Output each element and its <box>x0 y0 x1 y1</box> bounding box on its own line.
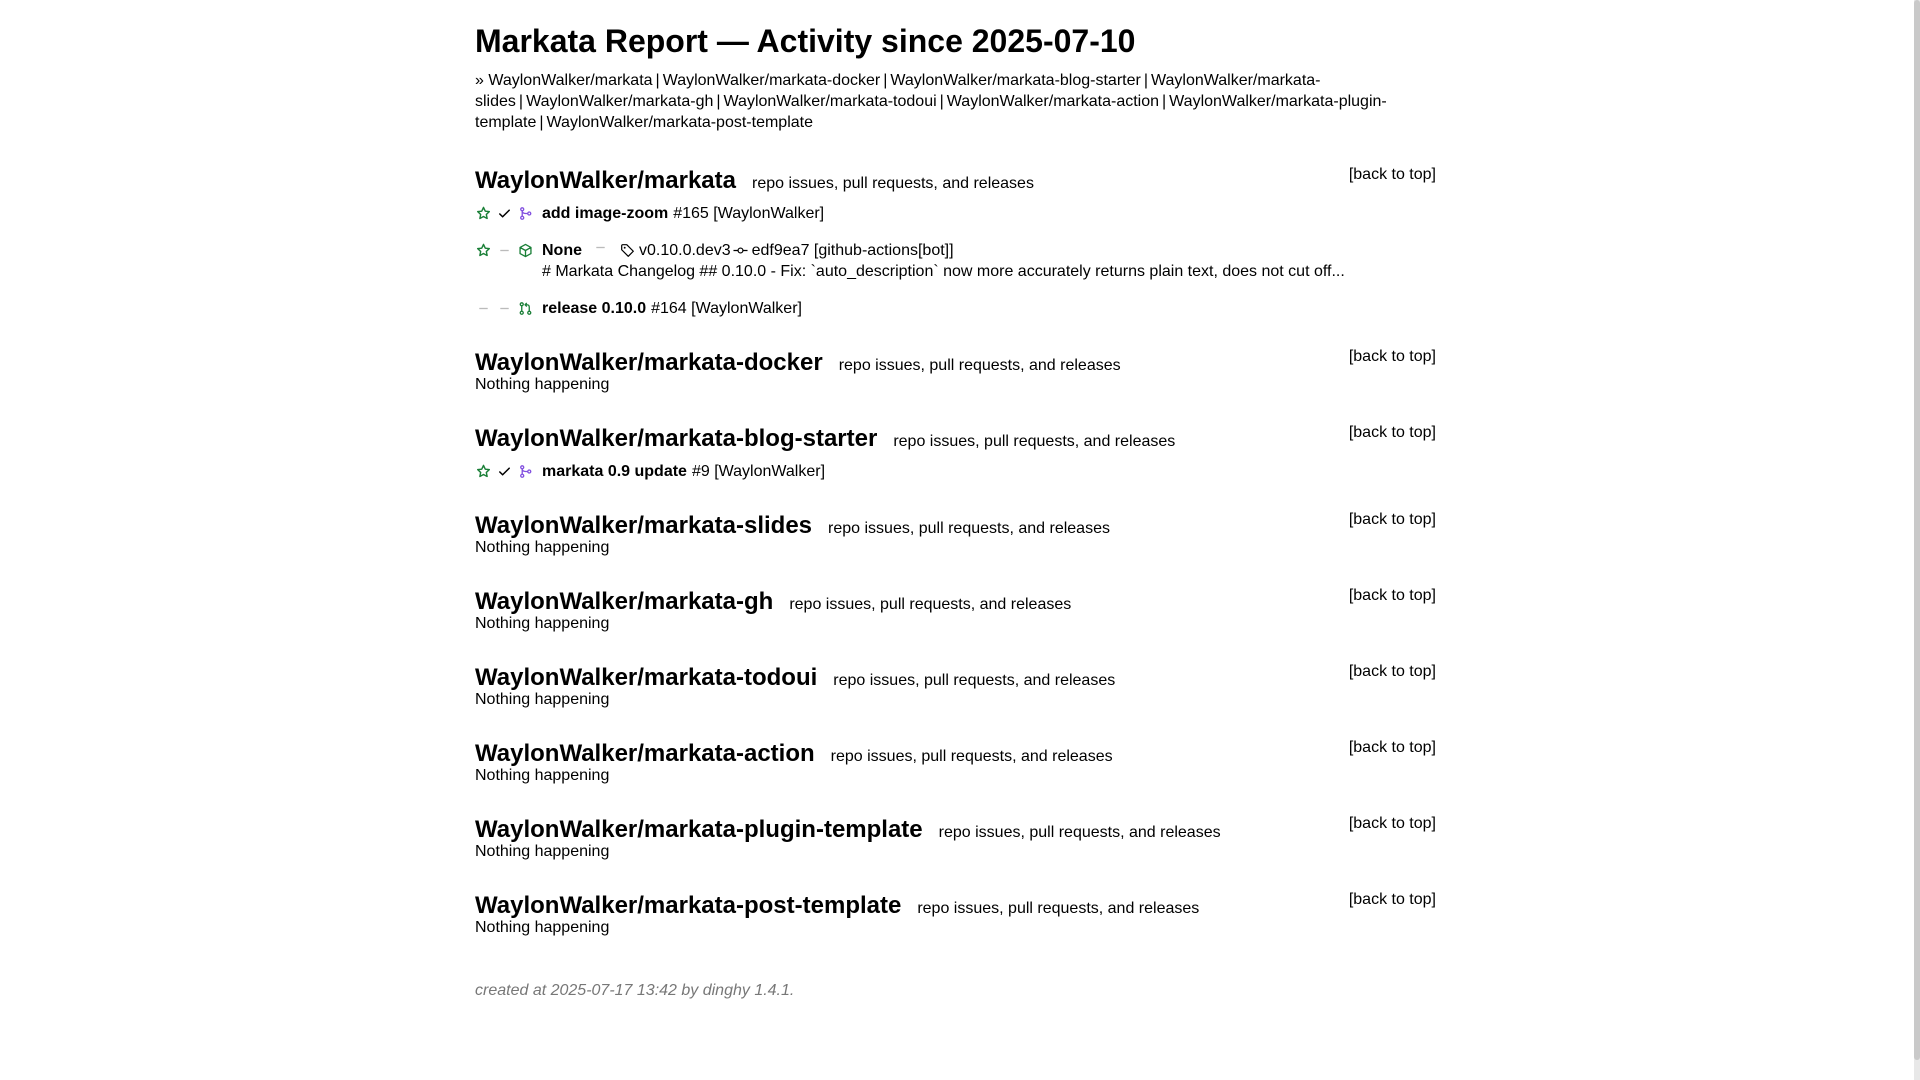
package-icon <box>517 240 534 261</box>
nav-separator: | <box>1143 72 1148 89</box>
repo-title[interactable]: WaylonWalker/markata-action <box>475 740 815 767</box>
nav-separator: | <box>655 72 660 89</box>
nav-link[interactable]: WaylonWalker/markata-plugin-template <box>475 93 1387 131</box>
dash-icon <box>496 298 513 319</box>
activity-line <box>542 461 825 482</box>
activity-item[interactable] <box>475 240 1436 282</box>
back-to-top-link[interactable]: [back to top] <box>1348 739 1436 756</box>
check-icon <box>496 461 513 482</box>
star-icon <box>475 240 492 261</box>
repo-section <box>475 421 1436 482</box>
activity-title[interactable]: None <box>542 242 582 259</box>
dash-icon <box>496 240 513 261</box>
activity-list <box>475 461 1436 482</box>
nav-prefix: » <box>475 72 489 89</box>
nav-link[interactable]: WaylonWalker/markata-docker <box>662 72 881 89</box>
repo-description: repo issues, pull requests, and releases <box>917 900 1200 917</box>
activity-item[interactable] <box>475 298 1436 319</box>
nav-link[interactable]: WaylonWalker/markata-action <box>946 93 1160 110</box>
commit-icon <box>733 243 748 258</box>
check-icon <box>496 203 513 224</box>
release-tag[interactable]: v0.10.0.dev3 <box>639 242 731 259</box>
repo-section <box>475 888 1436 938</box>
activity-meta: #9 [WaylonWalker] <box>691 463 826 480</box>
repo-description: repo issues, pull requests, and releases <box>833 672 1116 689</box>
activity-meta: #165 [WaylonWalker] <box>673 205 825 222</box>
activity-line <box>542 298 802 319</box>
back-to-top-link[interactable]: [back to top] <box>1348 424 1436 441</box>
nav-link[interactable]: WaylonWalker/markata-blog-starter <box>890 72 1141 89</box>
activity-line <box>542 240 1345 261</box>
repo-section <box>475 163 1436 319</box>
nothing-happening: Nothing happening <box>475 767 610 784</box>
back-to-top-link[interactable]: [back to top] <box>1348 587 1436 604</box>
back-to-top-link[interactable]: [back to top] <box>1348 663 1436 680</box>
report-page <box>475 18 1436 1000</box>
nothing-happening: Nothing happening <box>475 843 610 860</box>
scrollbar[interactable] <box>1914 0 1920 1080</box>
repo-description: repo issues, pull requests, and releases <box>938 824 1221 841</box>
back-to-top-link[interactable]: [back to top] <box>1348 891 1436 908</box>
star-icon <box>475 203 492 224</box>
activity-body <box>542 240 1345 282</box>
repo-section <box>475 584 1436 634</box>
nothing-happening: Nothing happening <box>475 691 610 708</box>
activity-line <box>542 203 824 224</box>
activity-title[interactable]: add image-zoom <box>542 205 669 222</box>
repo-description: repo issues, pull requests, and releases <box>752 175 1034 192</box>
nav-separator: | <box>539 114 544 131</box>
repo-title[interactable]: WaylonWalker/markata <box>475 167 736 194</box>
nothing-happening: Nothing happening <box>475 919 610 936</box>
page-title: Markata Report — Activity since 2025-07-10 <box>475 23 1136 59</box>
nothing-happening: Nothing happening <box>475 539 610 556</box>
back-to-top-link[interactable]: [back to top] <box>1348 348 1436 365</box>
nothing-happening: Nothing happening <box>475 615 610 632</box>
repo-title[interactable]: WaylonWalker/markata-gh <box>475 588 774 615</box>
repo-title[interactable]: WaylonWalker/markata-plugin-template <box>475 816 923 843</box>
nav-link[interactable]: WaylonWalker/markata-slides <box>475 72 1321 110</box>
repo-title[interactable]: WaylonWalker/markata-slides <box>475 512 813 539</box>
repo-sections <box>475 163 1436 938</box>
repo-title[interactable]: WaylonWalker/markata-blog-starter <box>475 425 878 452</box>
activity-item[interactable] <box>475 461 1436 482</box>
activity-body <box>542 203 824 224</box>
nav-separator: | <box>939 93 944 110</box>
activity-title[interactable]: release 0.10.0 <box>542 300 647 317</box>
back-to-top-link[interactable]: [back to top] <box>1348 166 1436 183</box>
merge-icon <box>517 461 534 482</box>
repo-section <box>475 508 1436 558</box>
scrollbar-thumb[interactable] <box>1914 0 1920 1060</box>
tag-icon <box>620 243 635 258</box>
star-icon <box>475 461 492 482</box>
repo-section <box>475 736 1436 786</box>
activity-item[interactable] <box>475 203 1436 224</box>
repo-section <box>475 345 1436 395</box>
repo-section <box>475 812 1436 862</box>
repo-nav <box>475 70 1415 133</box>
nav-separator: | <box>716 93 721 110</box>
nav-link[interactable]: WaylonWalker/markata-todoui <box>723 93 937 110</box>
activity-list <box>475 203 1436 319</box>
dash-icon <box>593 240 608 261</box>
dash-icon <box>475 298 492 319</box>
back-to-top-link[interactable]: [back to top] <box>1348 815 1436 832</box>
repo-title[interactable]: WaylonWalker/markata-docker <box>475 349 823 376</box>
nav-separator: | <box>518 93 524 110</box>
repo-description: repo issues, pull requests, and releases <box>830 748 1113 765</box>
repo-section <box>475 660 1436 710</box>
repo-description: repo issues, pull requests, and releases <box>893 433 1176 450</box>
repo-title[interactable]: WaylonWalker/markata-post-template <box>475 892 902 919</box>
repo-description: repo issues, pull requests, and releases <box>828 520 1110 537</box>
back-to-top-link[interactable]: [back to top] <box>1348 511 1436 528</box>
repo-title[interactable]: WaylonWalker/markata-todoui <box>475 664 818 691</box>
activity-body <box>542 298 802 319</box>
repo-header <box>475 163 1436 199</box>
nav-link[interactable]: WaylonWalker/markata-gh <box>526 93 714 110</box>
activity-meta: #164 [WaylonWalker] <box>651 300 802 317</box>
pull-request-icon <box>517 298 534 319</box>
nothing-happening: Nothing happening <box>475 376 610 393</box>
repo-description: repo issues, pull requests, and releases <box>838 357 1121 374</box>
nav-link[interactable]: WaylonWalker/markata <box>488 72 653 89</box>
nav-separator: | <box>883 72 888 89</box>
activity-title[interactable]: markata 0.9 update <box>542 463 687 480</box>
merge-icon <box>517 203 534 224</box>
nav-link[interactable]: WaylonWalker/markata-post-template <box>546 114 813 131</box>
repo-description: repo issues, pull requests, and releases <box>789 596 1072 613</box>
repo-header <box>475 421 1436 457</box>
commit-info[interactable]: edf9ea7 [github-actions[bot]] <box>751 242 954 259</box>
footer: created at 2025-07-17 13:42 by dinghy 1.4.1. <box>475 982 795 999</box>
changelog-text: # Markata Changelog ## 0.10.0 - Fix: `auto_description` now more accurately returns plain text, does not cut off... <box>542 263 1345 280</box>
nav-separator: | <box>1162 93 1167 110</box>
activity-body <box>542 461 825 482</box>
